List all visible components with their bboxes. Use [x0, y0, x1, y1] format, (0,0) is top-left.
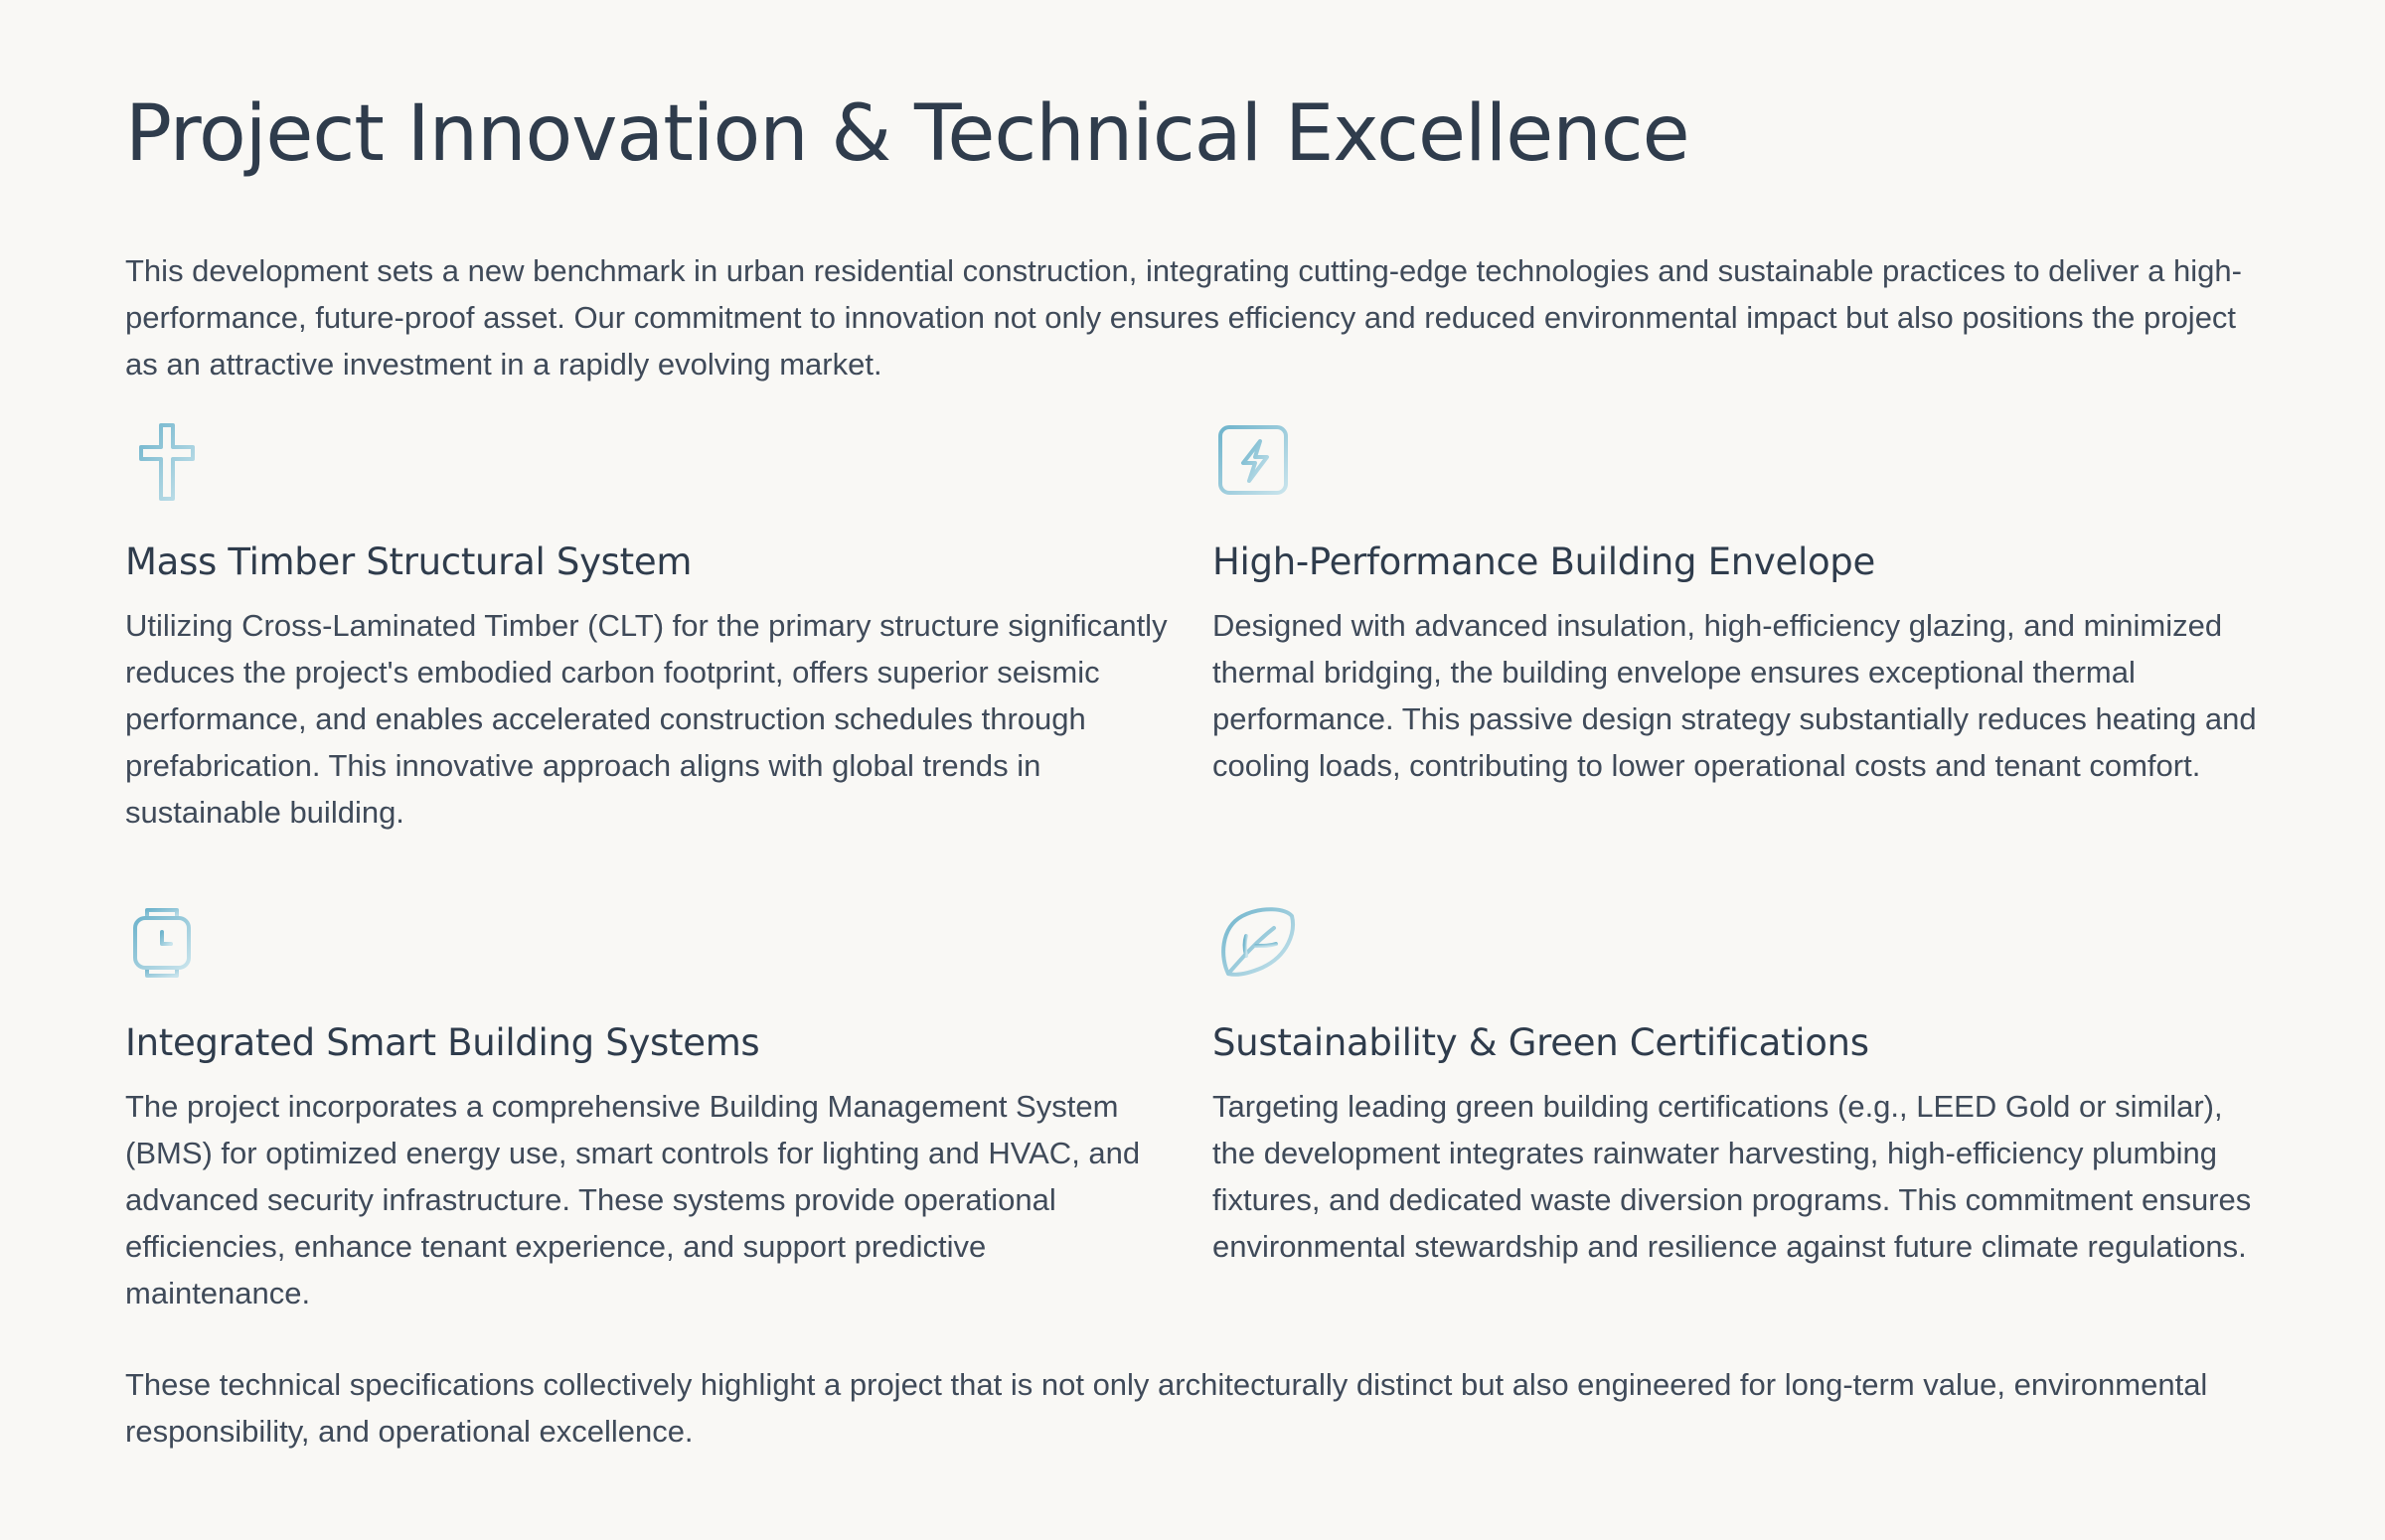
lightning-square-icon [1212, 417, 1302, 507]
closing-paragraph: These technical specifications collectively highlight a project that is not only architecturally distinct but also engineered for long-term value, environmental responsibility, and operational excellence. [125, 1367, 2208, 1449]
page-title: Project Innovation & Technical Excellence [125, 89, 1689, 179]
feature-description: Targeting leading green building certifications (e.g., LEED Gold or similar), the development integrates rainwater harvesting, high-efficiency plumbing fixtures, and dedicated waste diversion programs. This commitment ensures environmental stewardship and resilience against future climate regulations. [1212, 1089, 2252, 1264]
leaf-icon [1212, 898, 1302, 988]
feature-title: Mass Timber Structural System [125, 540, 693, 583]
intro-paragraph: This development sets a new benchmark in urban residential construction, integrating cutting-edge technologies and sustainable practices to deliver a high-performance, future-proof asset. Our commitment to innovation not only ensures efficiency and reduced environmental impact but also positions the project as an attractive investment in a rapidly evolving market. [125, 253, 2242, 382]
feature-title: Integrated Smart Building Systems [125, 1021, 760, 1064]
feature-description: Designed with advanced insulation, high-efficiency glazing, and minimized thermal bridging, the building envelope ensures exceptional thermal performance. This passive design strategy substantially reduces heating and cooling loads, contributing to lower operational costs and tenant comfort. [1212, 608, 2257, 783]
cross-icon [125, 417, 215, 507]
feature-description: The project incorporates a comprehensive Building Management System (BMS) for optimized energy use, smart controls for lighting and HVAC, and advanced security infrastructure. These systems provide operational efficiencies, enhance tenant experience, and support predictive maintenance. [125, 1089, 1141, 1310]
feature-title: Sustainability & Green Certifications [1212, 1021, 1869, 1064]
feature-title: High-Performance Building Envelope [1212, 540, 1875, 583]
smartwatch-icon [125, 898, 215, 988]
feature-description: Utilizing Cross-Laminated Timber (CLT) for the primary structure significantly reduces the project's embodied carbon footprint, offers superior seismic performance, and enables accelerated construction schedules through prefabrication. This innovative approach aligns with global trends in sustainable building. [125, 608, 1168, 830]
